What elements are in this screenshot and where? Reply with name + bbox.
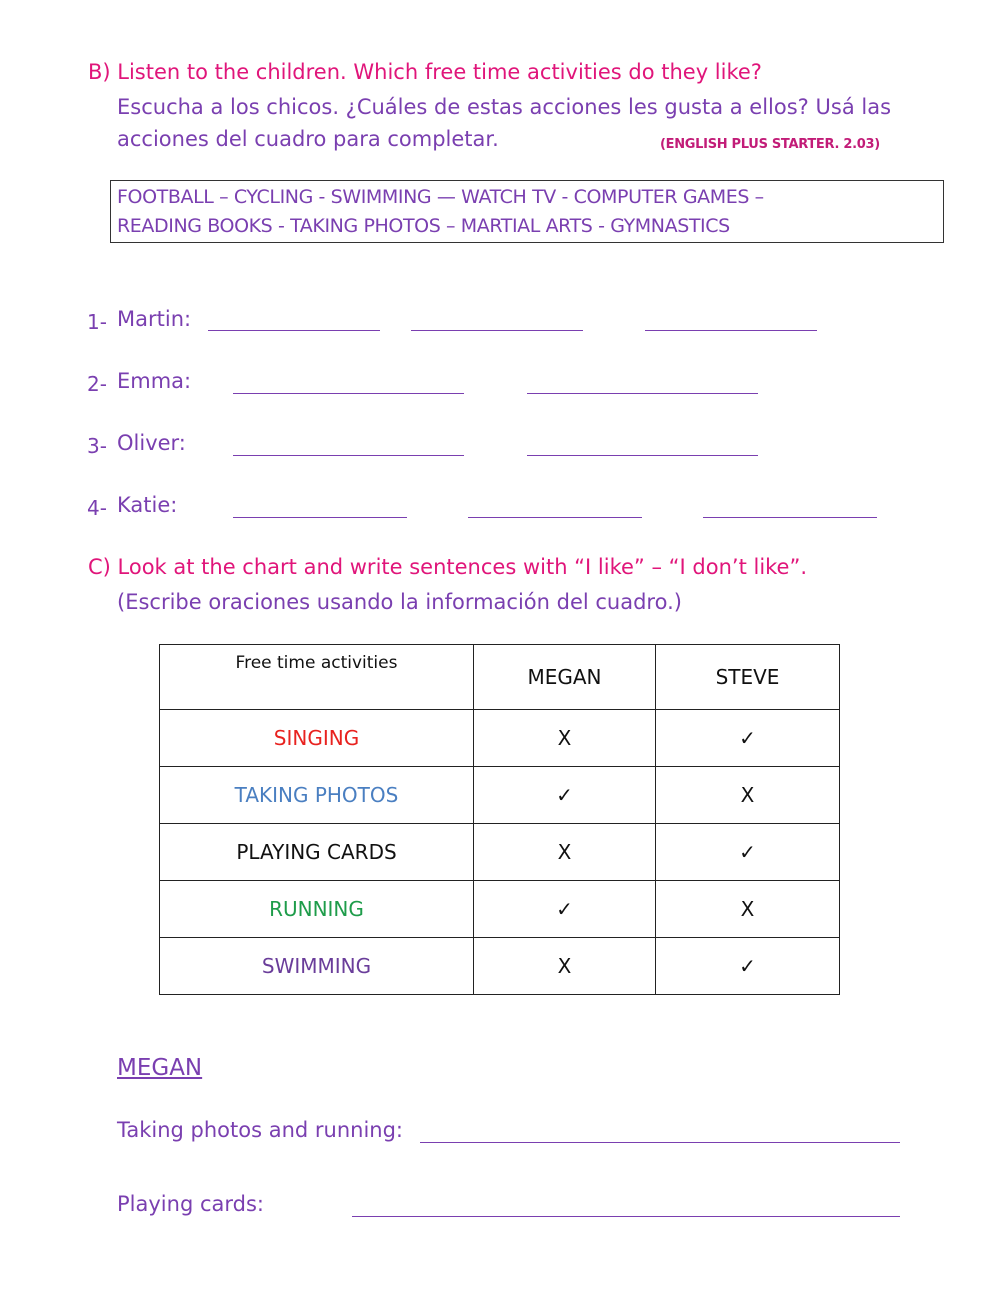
table-row — [160, 710, 840, 767]
table-row — [160, 767, 840, 824]
activity-cell: PLAYING CARDS — [160, 824, 474, 881]
section-c-subtitle: (Escribe oraciones usando la información del cuadro.) — [117, 590, 682, 614]
megan-heading: MEGAN — [117, 1055, 203, 1081]
item-number-2: 2- — [87, 372, 107, 396]
answer-blank[interactable] — [233, 455, 464, 456]
word-bank-box — [110, 180, 944, 243]
activity-cell: TAKING PHOTOS — [160, 767, 474, 824]
item-name-martin: Martin: — [117, 307, 192, 331]
answer-blank[interactable] — [208, 330, 380, 331]
steve-mark: ✓ — [656, 938, 840, 995]
item-name-emma: Emma: — [117, 369, 192, 393]
answer-blank[interactable] — [233, 393, 464, 394]
word-bank-line1: FOOTBALL – CYCLING - SWIMMING — WATCH TV - COMPUTER GAMES – — [117, 186, 764, 208]
section-b-instruction-line2: acciones del cuadro para completar. — [117, 127, 499, 151]
item-name-oliver: Oliver: — [117, 431, 186, 455]
section-c-title: C) Look at the chart and write sentences with “I like” – “I don’t like”. — [88, 555, 808, 579]
activities-chart — [159, 644, 840, 995]
section-b-title: B) Listen to the children. Which free time activities do they like? — [88, 60, 762, 84]
activity-cell: RUNNING — [160, 881, 474, 938]
chart-header-row — [160, 645, 840, 710]
answer-blank[interactable] — [527, 455, 758, 456]
item-number-4: 4- — [87, 496, 107, 520]
sentence-blank[interactable] — [352, 1216, 900, 1217]
activity-cell: SWIMMING — [160, 938, 474, 995]
prompt-playing-cards: Playing cards: — [117, 1192, 264, 1216]
header-activities: Free time activities — [160, 645, 474, 710]
header-steve: STEVE — [656, 645, 840, 710]
answer-blank[interactable] — [527, 393, 758, 394]
answer-blank[interactable] — [703, 517, 877, 518]
table-row — [160, 881, 840, 938]
answer-blank[interactable] — [411, 330, 583, 331]
sentence-blank[interactable] — [420, 1142, 900, 1143]
header-megan: MEGAN — [474, 645, 656, 710]
word-bank-line2: READING BOOKS - TAKING PHOTOS – MARTIAL ARTS - GYMNASTICS — [117, 215, 730, 237]
steve-mark: ✓ — [656, 710, 840, 767]
table-row — [160, 824, 840, 881]
answer-blank[interactable] — [233, 517, 407, 518]
steve-mark: ✓ — [656, 824, 840, 881]
megan-mark: X — [474, 938, 656, 995]
section-b-instruction-line1: Escucha a los chicos. ¿Cuáles de estas acciones les gusta a ellos? Usá las — [117, 95, 892, 119]
answer-blank[interactable] — [468, 517, 642, 518]
prompt-taking-photos-running: Taking photos and running: — [117, 1118, 404, 1142]
megan-mark: ✓ — [474, 767, 656, 824]
megan-mark: X — [474, 824, 656, 881]
answer-blank[interactable] — [645, 330, 817, 331]
book-reference: (ENGLISH PLUS STARTER. 2.03) — [660, 137, 880, 152]
item-number-3: 3- — [87, 434, 107, 458]
table-row — [160, 938, 840, 995]
steve-mark: X — [656, 881, 840, 938]
item-name-katie: Katie: — [117, 493, 178, 517]
megan-mark: X — [474, 710, 656, 767]
megan-mark: ✓ — [474, 881, 656, 938]
steve-mark: X — [656, 767, 840, 824]
item-number-1: 1- — [87, 310, 107, 334]
activity-cell: SINGING — [160, 710, 474, 767]
